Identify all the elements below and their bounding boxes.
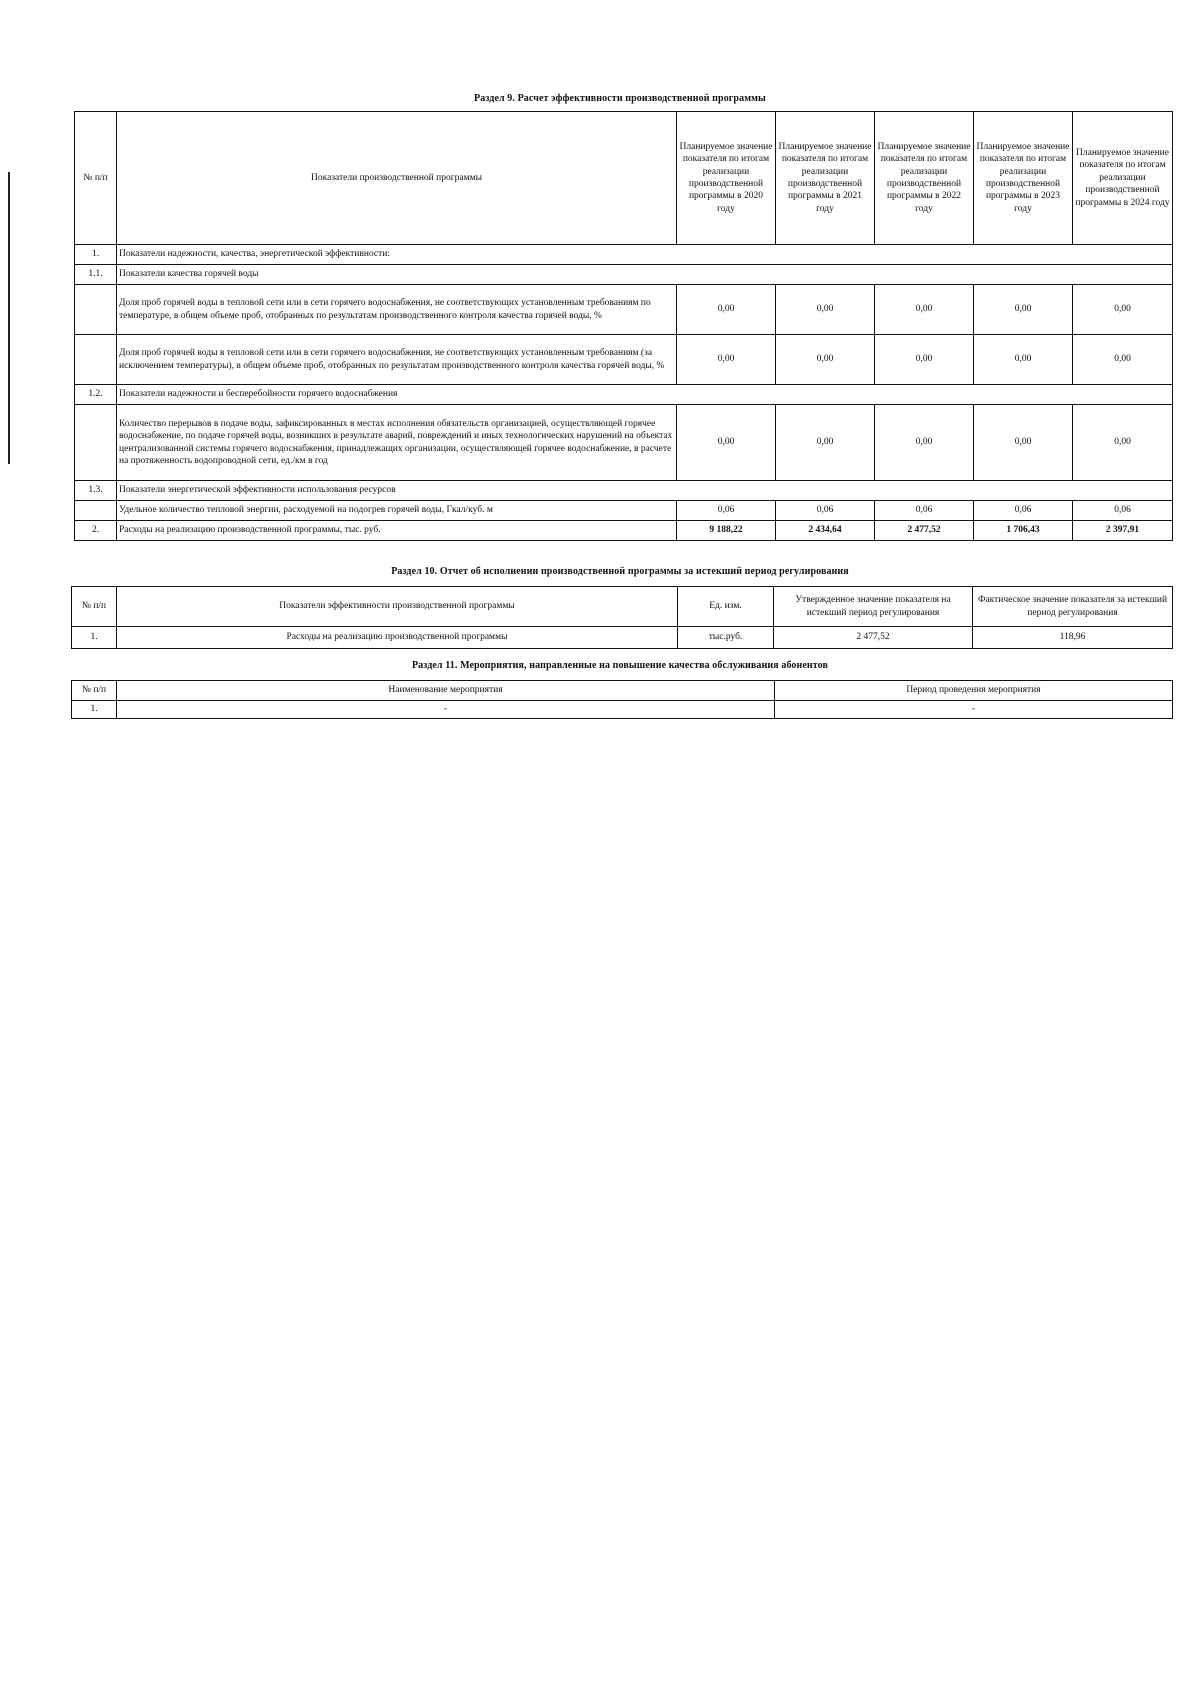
row-num-empty — [75, 405, 117, 481]
actual-value: 118,96 — [973, 627, 1173, 649]
value-2021: 0,00 — [776, 405, 875, 481]
indicator-label: Доля проб горячей воды в тепловой сети или в сети горячего водоснабжения, не соответствующих установленным требованиям (за исключением температуры), в общем объеме проб, отобранных по результатам производственного контроля качества горячей воды, % — [117, 335, 677, 385]
row-num: 1. — [72, 627, 117, 649]
table-row — [75, 385, 1173, 405]
row-num-empty — [75, 335, 117, 385]
header-num: № п/п — [72, 587, 117, 627]
indicator-label: Количество перерывов в подаче воды, зафиксированных в местах исполнения обязательств организацией, осуществляющей горячее водоснабжение, по подаче горячей воды, возникших в результате аварий, повреждений и иных технологических нарушений на объектах централизованной системы горячего водоснабжения, принадлежащих организации, осуществляющей горячее водоснабжение, в расчете на протяженность водопроводной сети, ед./км в год — [117, 405, 677, 481]
section9-title: Раздел 9. Расчет эффективности производственной программы — [474, 93, 766, 104]
table-row — [75, 521, 1173, 541]
efficiency-table — [74, 111, 1173, 541]
report-table — [71, 586, 1173, 649]
table-row — [75, 245, 1173, 265]
indicator-label: Доля проб горячей воды в тепловой сети или в сети горячего водоснабжения, не соответствующих установленным требованиям по температуре, в общем объеме проб, отобранных по результатам производственного контроля качества горячей воды, % — [117, 285, 677, 335]
value-2021: 0,06 — [776, 501, 875, 521]
value-2024: 0,06 — [1073, 501, 1173, 521]
value-2022: 0,00 — [875, 285, 974, 335]
value-2023: 0,00 — [974, 405, 1073, 481]
section11-title: Раздел 11. Мероприятия, направленные на повышение качества обслуживания абонентов — [411, 660, 829, 671]
group-label: Показатели энергетической эффективности использования ресурсов — [117, 481, 1173, 501]
row-num-empty — [75, 285, 117, 335]
value-2020: 9 188,22 — [677, 521, 776, 541]
table-row — [75, 335, 1173, 385]
value-2020: 0,00 — [677, 285, 776, 335]
value-2023: 0,06 — [974, 501, 1073, 521]
row-num: 1.3. — [75, 481, 117, 501]
header-year-2022: Планируемое значение показателя по итогам реализации производственной программы в 2022 году — [875, 112, 974, 245]
header-year-2023: Планируемое значение показателя по итогам реализации производственной программы в 2023 году — [974, 112, 1073, 245]
binding-margin-line — [8, 172, 10, 464]
header-name: Наименование мероприятия — [117, 681, 775, 701]
measure-period: - — [775, 701, 1173, 719]
row-num: 1.2. — [75, 385, 117, 405]
measure-name: - — [117, 701, 775, 719]
table-header-row — [75, 112, 1173, 245]
measures-table — [71, 680, 1173, 719]
header-indicator: Показатели производственной программы — [117, 112, 677, 245]
value-2021: 2 434,64 — [776, 521, 875, 541]
value-2024: 0,00 — [1073, 285, 1173, 335]
value-2024: 0,00 — [1073, 405, 1173, 481]
header-period: Период проведения мероприятия — [775, 681, 1173, 701]
group-label: Показатели надежности, качества, энергетической эффективности: — [117, 245, 1173, 265]
header-indicator: Показатели эффективности производственной программы — [117, 587, 678, 627]
value-2020: 0,00 — [677, 335, 776, 385]
row-num: 1.1. — [75, 265, 117, 285]
header-year-2021: Планируемое значение показателя по итогам реализации производственной программы в 2021 году — [776, 112, 875, 245]
header-approved: Утвержденное значение показателя на истекший период регулирования — [774, 587, 973, 627]
header-unit: Ед. изм. — [678, 587, 774, 627]
table-row — [75, 481, 1173, 501]
unit-value: тыс.руб. — [678, 627, 774, 649]
table-row — [75, 285, 1173, 335]
indicator-label: Удельное количество тепловой энергии, расходуемой на подогрев горячей воды, Гкал/куб. м — [117, 501, 677, 521]
table-row — [75, 405, 1173, 481]
value-2023: 0,00 — [974, 285, 1073, 335]
header-year-2020: Планируемое значение показателя по итогам реализации производственной программы в 2020 году — [677, 112, 776, 245]
value-2021: 0,00 — [776, 335, 875, 385]
value-2022: 0,00 — [875, 335, 974, 385]
value-2020: 0,00 — [677, 405, 776, 481]
indicator-label: Расходы на реализацию производственной программы, тыс. руб. — [117, 521, 677, 541]
value-2023: 1 706,43 — [974, 521, 1073, 541]
value-2022: 0,00 — [875, 405, 974, 481]
value-2024: 2 397,91 — [1073, 521, 1173, 541]
row-num-empty — [75, 501, 117, 521]
indicator-label: Расходы на реализацию производственной программы — [117, 627, 678, 649]
row-num: 1. — [75, 245, 117, 265]
row-num: 1. — [72, 701, 117, 719]
group-label: Показатели надежности и бесперебойности горячего водоснабжения — [117, 385, 1173, 405]
table-row — [72, 627, 1173, 649]
table-row — [75, 265, 1173, 285]
value-2020: 0,06 — [677, 501, 776, 521]
table-row — [75, 501, 1173, 521]
value-2024: 0,00 — [1073, 335, 1173, 385]
header-num: № п/п — [75, 112, 117, 245]
table-row — [72, 701, 1173, 719]
header-actual: Фактическое значение показателя за истекший период регулирования — [973, 587, 1173, 627]
header-year-2024: Планируемое значение показателя по итогам реализации производственной программы в 2024 году — [1073, 112, 1173, 245]
group-label: Показатели качества горячей воды — [117, 265, 1173, 285]
header-num: № п/п — [72, 681, 117, 701]
section10-title: Раздел 10. Отчет об исполнении производственной программы за истекший период регулирования — [391, 566, 849, 577]
value-2022: 0,06 — [875, 501, 974, 521]
value-2023: 0,00 — [974, 335, 1073, 385]
table-header-row — [72, 587, 1173, 627]
value-2021: 0,00 — [776, 285, 875, 335]
approved-value: 2 477,52 — [774, 627, 973, 649]
value-2022: 2 477,52 — [875, 521, 974, 541]
row-num: 2. — [75, 521, 117, 541]
table-header-row — [72, 681, 1173, 701]
